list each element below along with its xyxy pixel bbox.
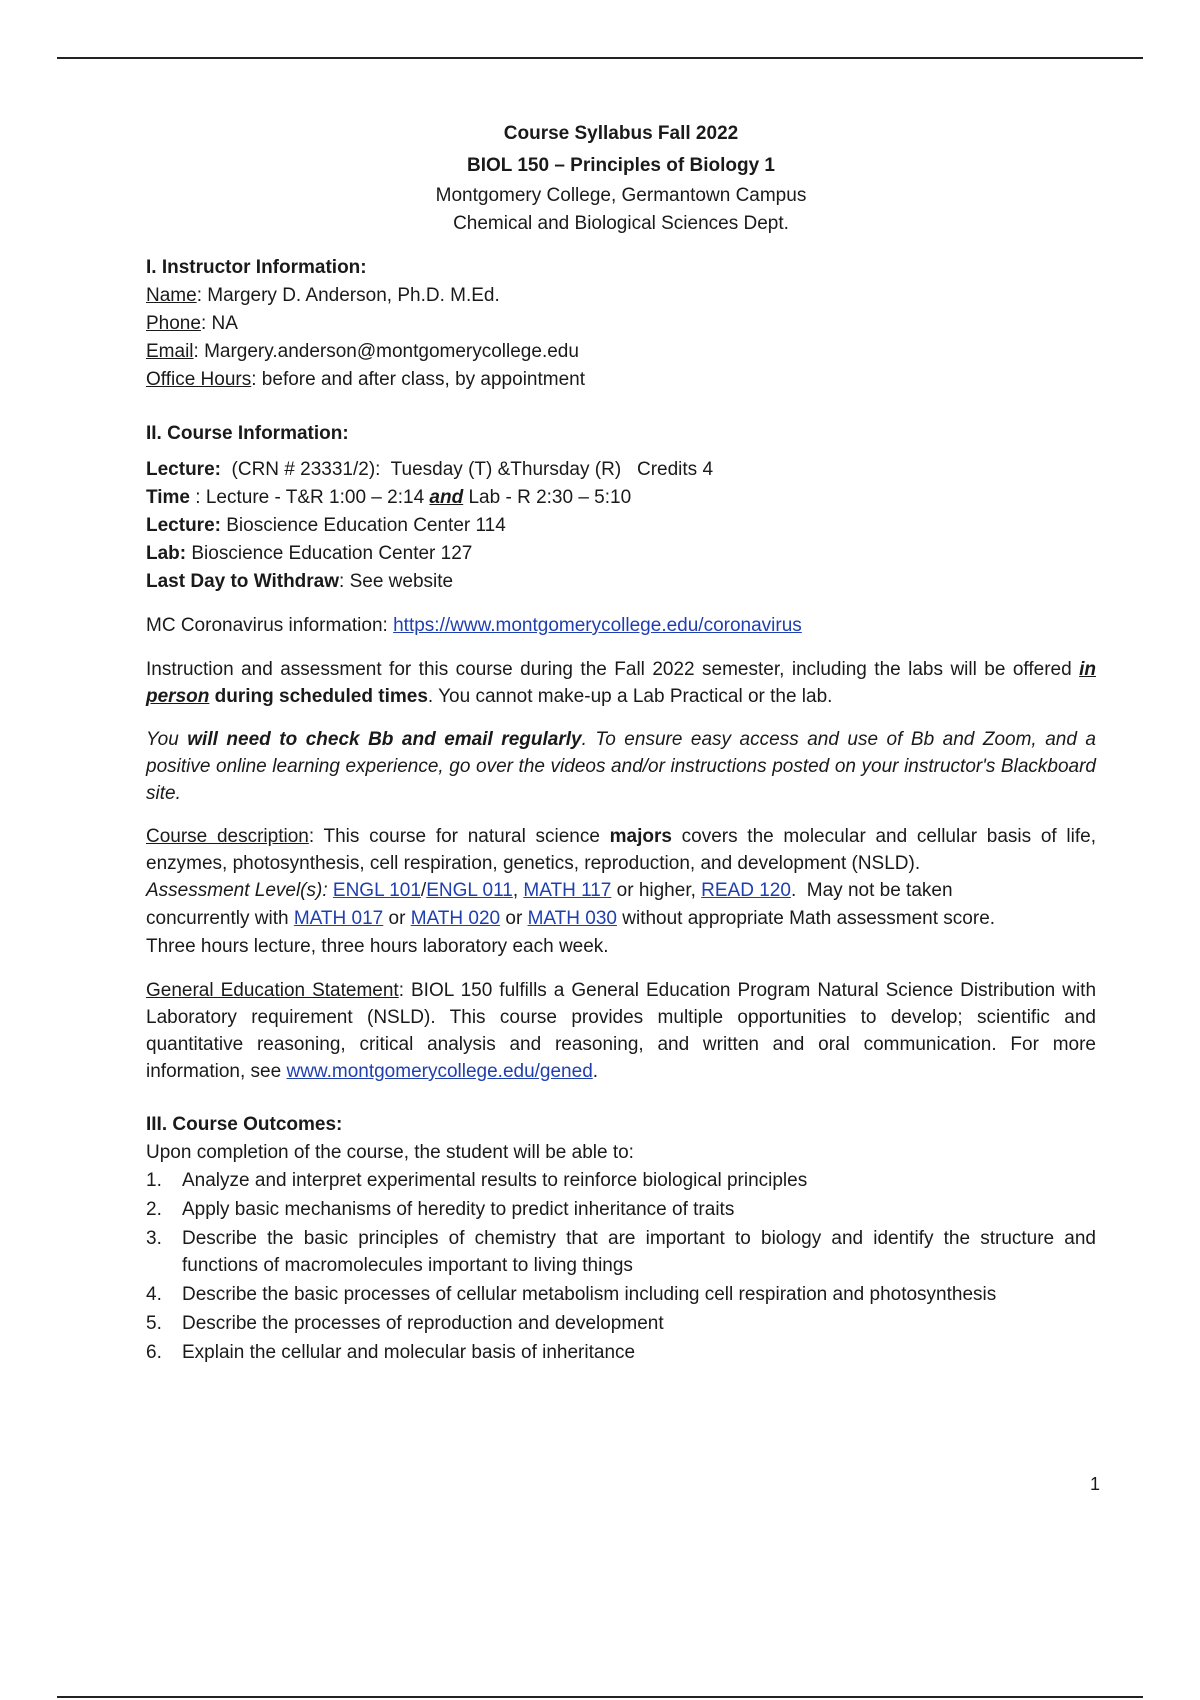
outcome-number: 1. [146,1170,162,1191]
engl-101-link[interactable]: ENGL 101 [332,880,421,901]
course-description [146,823,1096,877]
list-item [146,1225,1096,1279]
outcomes-list [146,1167,1096,1366]
without-text: without appropriate Math assessment score. [616,908,996,929]
outcomes-heading: III. Course Outcomes: [146,1114,343,1135]
coronavirus-info [146,612,1096,640]
description-text-1: : This course for natural science [308,826,610,847]
outcome-number: 5. [146,1313,162,1334]
list-item [146,1196,1096,1223]
withdraw-date [146,568,1096,596]
outcome-text: Describe the processes of reproduction and development [182,1313,664,1334]
instruction-text-2: during scheduled times [209,686,428,707]
math-117-link[interactable]: MATH 117 [523,880,612,901]
instruction-text-3: . You cannot make-up a Lab Practical or the lab. [427,686,833,707]
assessment-label: Assessment Level(s): [146,880,328,901]
gen-ed-statement [146,977,1096,1085]
course-info-heading: II. Course Information: [146,423,349,444]
instructor-name [146,282,1096,310]
email-label: Email [146,341,194,362]
lecture-room-value: Bioscience Education Center 114 [220,515,506,536]
outcome-number: 6. [146,1342,162,1363]
engl-011-link[interactable]: ENGL 011 [426,880,513,901]
time-value-1: : Lecture - T&R 1:00 – 2:14 [190,487,430,508]
instructor-heading: I. Instructor Information: [146,257,367,278]
name-value: : Margery D. Anderson, Ph.D. M.Ed. [196,285,500,306]
coronavirus-label: MC Coronavirus information: [146,615,394,636]
list-item [146,1281,1096,1308]
phone-label: Phone [146,313,201,334]
outcomes-intro: Upon completion of the course, the student will be able to: [146,1142,634,1163]
page-number: 1 [1089,1474,1100,1494]
list-item [146,1167,1096,1194]
lab-value: Bioscience Education Center 127 [186,543,473,564]
gen-ed-link[interactable]: www.montgomerycollege.edu/gened [286,1061,593,1082]
read-120-link[interactable]: READ 120 [701,880,791,901]
lecture-label: Lecture: [146,459,221,480]
description-majors: majors [609,826,672,847]
bb-bold: will need to check Bb and email regularly [187,729,582,750]
gen-ed-end: . [592,1061,599,1082]
slash-sep: / [420,880,427,901]
outcome-text: Apply basic mechanisms of heredity to predict inheritance of traits [182,1199,735,1220]
class-time [146,484,1096,512]
instructor-office-hours [146,366,1096,394]
outcome-text: Analyze and interpret experimental results to reinforce biological principles [182,1170,808,1191]
blackboard-notice [146,726,1096,807]
time-value-2: Lab - R 2:30 – 5:10 [463,487,632,508]
math-017-link[interactable]: MATH 017 [293,908,384,929]
lab-room [146,540,1096,568]
not-taken-text: . May not be taken [790,880,953,901]
comma-sep: , [512,880,524,901]
list-item [146,1310,1096,1337]
instruction-paragraph [146,656,1096,710]
outcome-text: Explain the cellular and molecular basis of inheritance [182,1342,636,1363]
or-text-1: or [383,908,411,929]
name-label: Name [146,285,197,306]
top-rule [57,57,1143,59]
college-name: Montgomery College, Germantown Campus [435,185,807,206]
description-text-2: covers the molecular and cellular basis of life, enzymes, photosynthesis, cell respiration, genetics, reproduction, and development (NSLD). [146,826,1096,874]
withdraw-label: Last Day to Withdraw [146,571,340,592]
course-title: BIOL 150 – Principles of Biology 1 [467,155,775,176]
lecture-room [146,512,1096,540]
outcome-text: Describe the basic processes of cellular metabolism including cell respiration and photosynthesis [182,1284,997,1305]
office-hours-label: Office Hours [146,369,252,390]
lab-label: Lab: [146,543,187,564]
lecture-schedule [146,456,1096,484]
email-value: : Margery.anderson@montgomerycollege.edu [193,341,579,362]
syllabus-page [146,118,1096,1368]
concurrent-restriction [146,905,1096,933]
or-text-2: or [500,908,528,929]
time-label: Time [146,487,191,508]
gen-ed-text: : BIOL 150 fulfills a General Education Program Natural Science Distribution with Laboratory requirement (NSLD). This course provides multiple opportunities to develop; scientific and quantitative reasoning, critical analysis and reasoning, and written and oral communication. For more information, see [146,980,1097,1082]
instruction-in-person: in person [146,659,1096,707]
time-and: and [429,487,464,508]
lecture-room-label: Lecture: [146,515,221,536]
page-title: Course Syllabus Fall 2022 [503,123,739,144]
instructor-email [146,338,1096,366]
withdraw-value: : See website [339,571,454,592]
lecture-value: (CRN # 23331/2): Tuesday (T) &Thursday (R) Credits 4 [220,459,714,480]
math-020-link[interactable]: MATH 020 [410,908,501,929]
coronavirus-link[interactable]: https://www.montgomerycollege.edu/coronavirus [393,615,802,636]
math-030-link[interactable]: MATH 030 [527,908,617,929]
description-label: Course description [146,826,309,847]
gen-ed-label: General Education Statement [146,980,399,1001]
instructor-phone [146,310,1096,338]
department-name: Chemical and Biological Sciences Dept. [453,213,789,234]
list-item [146,1339,1096,1366]
office-hours-value: : before and after class, by appointment [251,369,586,390]
bb-text-2: . To ensure easy access and use of Bb and Zoom, and a positive online learning experience, go over the videos and/or instructions posted on your instructor's Blackboard site. [146,729,1097,804]
outcome-number: 4. [146,1284,162,1305]
concurrently-text: concurrently with [146,908,294,929]
bb-text-1: You [146,729,188,750]
bottom-rule [57,1696,1143,1698]
outcome-number: 3. [146,1228,162,1249]
contact-hours: Three hours lecture, three hours laboratory each week. [146,936,609,957]
assessment-levels [146,877,1096,905]
outcome-text: Describe the basic principles of chemistry that are important to biology and identify the structure and functions of macromolecules important to living things [182,1228,1096,1276]
instruction-text-1: Instruction and assessment for this course during the Fall 2022 semester, including the labs will be offered [146,659,1080,680]
phone-value: : NA [200,313,238,334]
or-higher-text: or higher, [611,880,702,901]
outcome-number: 2. [146,1199,162,1220]
